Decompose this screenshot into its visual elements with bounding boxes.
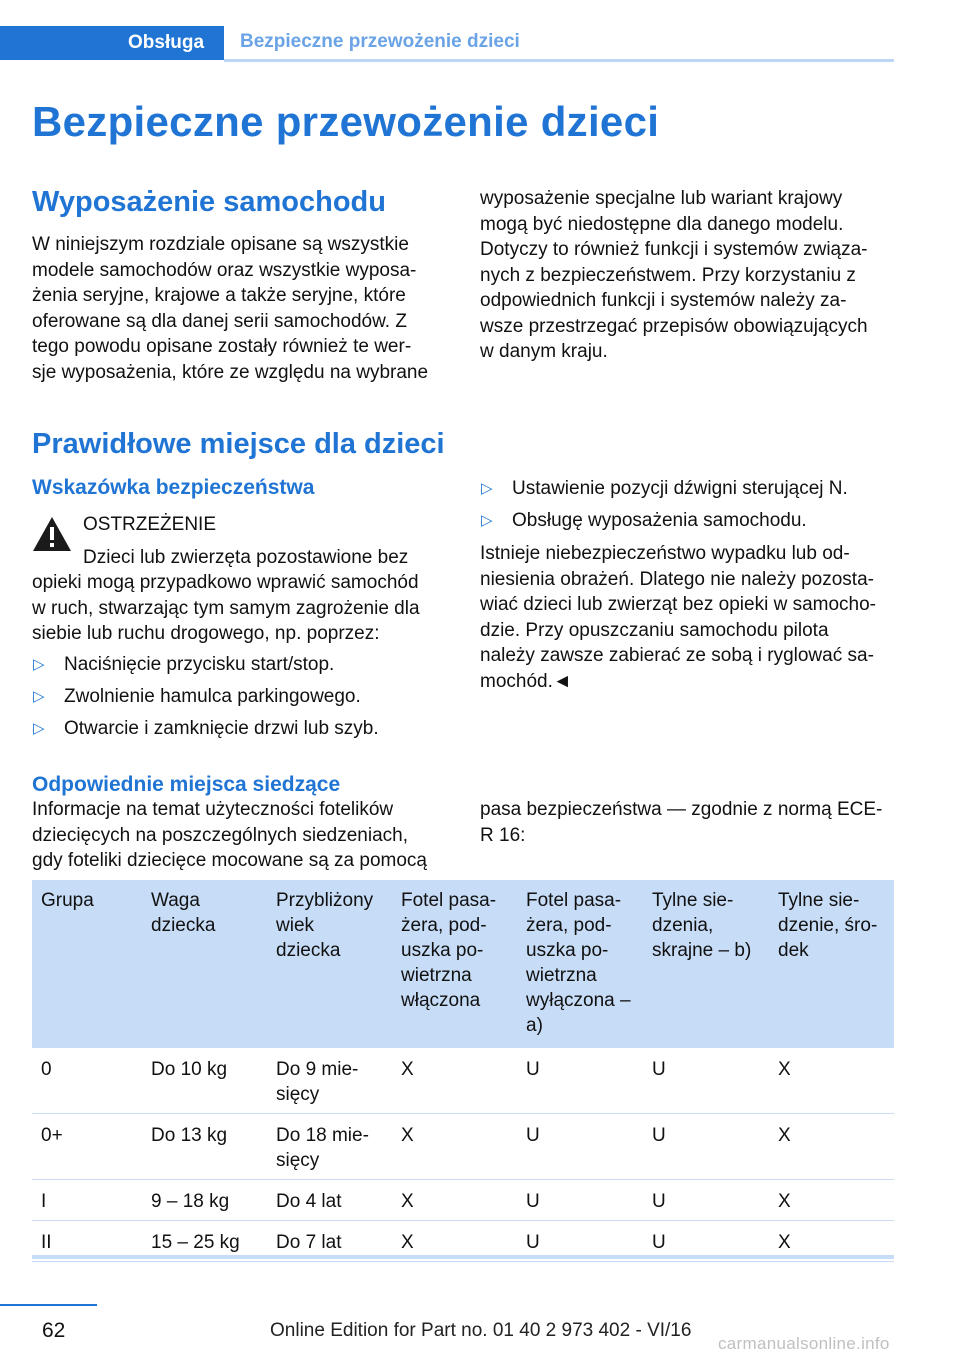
header-divider bbox=[224, 59, 894, 62]
table-cell bbox=[142, 1114, 267, 1180]
warning-first-line: Dzieci lub zwierzęta pozostawione bez bbox=[83, 547, 409, 568]
table-cell-text: Do 13 kg bbox=[151, 1125, 228, 1146]
text-line: Informacje na temat użyteczności fotelików bbox=[32, 799, 394, 820]
list-item-text: Naciśnięcie przycisku start/stop. bbox=[64, 654, 335, 675]
footer-edition: Online Edition for Part no. 01 40 2 973 402 - VI/16 bbox=[270, 1320, 692, 1341]
list-item-text: Otwarcie i zamknięcie drzwi lub szyb. bbox=[64, 718, 379, 739]
table-cell-text: I bbox=[41, 1191, 47, 1212]
bullet-triangle-icon: ▷ bbox=[481, 512, 493, 529]
table-cell-text: X bbox=[401, 1125, 414, 1146]
table-cell bbox=[643, 1180, 769, 1221]
text-line: mochód.◄ bbox=[480, 670, 572, 692]
table-cell-text: II bbox=[41, 1232, 52, 1253]
warning-triangle-icon bbox=[32, 516, 72, 552]
text-line: w danym kraju. bbox=[480, 341, 608, 362]
text-line: gdy foteliki dziecięce mocowane są za pomocą bbox=[32, 850, 427, 871]
equipment-heading: Wyposażenie samochodu bbox=[32, 186, 386, 218]
table-cell bbox=[32, 1180, 142, 1221]
table-header-text: żera, pod‐ bbox=[526, 915, 612, 936]
table-cell bbox=[392, 1048, 517, 1114]
table-header-text: a) bbox=[526, 1015, 543, 1036]
table-cell-text: 0+ bbox=[41, 1125, 63, 1146]
table-body bbox=[32, 1048, 894, 1262]
table-cell-text: sięcy bbox=[276, 1084, 320, 1105]
table-cell-text: U bbox=[526, 1059, 540, 1080]
list-item bbox=[480, 477, 848, 509]
list-item-text: Ustawienie pozycji dźwigni sterującej N. bbox=[512, 478, 848, 499]
table-header-text: Waga bbox=[151, 890, 200, 911]
list-item bbox=[32, 685, 379, 717]
text-line: oferowane są dla danej serii samochodów. Z bbox=[32, 310, 407, 332]
text-line: Dotyczy to również funkcji i systemów związa‐ bbox=[480, 239, 868, 260]
seating-heading: Odpowiednie miejsca siedzące bbox=[32, 773, 341, 796]
text-line: dzie. Przy opuszczaniu samochodu pilota bbox=[480, 619, 829, 641]
list-item bbox=[32, 653, 379, 685]
table-header-text: dziecka bbox=[276, 940, 341, 961]
list-item-text: Zwolnienie hamulca parkingowego. bbox=[64, 686, 361, 707]
table-cell bbox=[267, 1114, 392, 1180]
text-line: wiać dzieci lub zwierząt bez opieki w samocho‐ bbox=[480, 594, 876, 615]
header-section-title: Bezpieczne przewożenie dzieci bbox=[240, 31, 520, 52]
table-cell-text: X bbox=[401, 1232, 414, 1253]
warning-label: OSTRZEŻENIE bbox=[83, 514, 217, 535]
table-cell-text: Do 18 mie‐ bbox=[276, 1125, 369, 1146]
table-header-text: wietrzna bbox=[401, 965, 472, 986]
table-row bbox=[32, 1048, 894, 1114]
table-cell-text: U bbox=[652, 1232, 666, 1253]
text-line: pasa bezpieczeństwa — zgodnie z normą ECE- bbox=[480, 799, 883, 820]
equipment-right-text bbox=[480, 186, 900, 365]
table-cell bbox=[517, 1180, 643, 1221]
table-cell bbox=[267, 1048, 392, 1114]
table-cell-text: Do 4 lat bbox=[276, 1191, 342, 1212]
page-title: Bezpieczne przewożenie dzieci bbox=[32, 98, 660, 145]
table-cell-text: Do 7 lat bbox=[276, 1232, 342, 1253]
table-header-text: dzenie, śro‐ bbox=[778, 915, 878, 936]
text-line: wsze przestrzegać przepisów obowiązujących bbox=[480, 315, 868, 337]
table-cell bbox=[769, 1180, 894, 1221]
header-tab-label: Obsługa bbox=[128, 32, 205, 53]
header-tab bbox=[0, 26, 224, 60]
table-cell-text: Do 9 mie‐ bbox=[276, 1059, 359, 1080]
warning-right-text bbox=[480, 541, 900, 694]
text-line: niesienia obrażeń. Dlatego nie należy pozosta‐ bbox=[480, 568, 874, 590]
table-cell bbox=[643, 1048, 769, 1114]
seating-left-text bbox=[32, 797, 462, 874]
warning-text bbox=[32, 570, 462, 647]
table-header-cell bbox=[769, 880, 894, 1048]
bullet-triangle-icon: ▷ bbox=[33, 720, 45, 737]
table-header-text: żera, pod‐ bbox=[401, 915, 487, 936]
table-cell-text: U bbox=[526, 1191, 540, 1212]
table-cell bbox=[142, 1048, 267, 1114]
table-header-text: uszka po‐ bbox=[526, 940, 609, 961]
text-line: nych z bezpieczeństwem. Przy korzystaniu z bbox=[480, 264, 856, 286]
equipment-left-text bbox=[32, 232, 457, 385]
list-item bbox=[32, 717, 379, 749]
table-cell-text: 15 – 25 kg bbox=[151, 1232, 240, 1253]
table-cell-text: Do 10 kg bbox=[151, 1059, 228, 1080]
text-line: R 16: bbox=[480, 824, 526, 846]
table-header-row bbox=[32, 880, 894, 1048]
list-item bbox=[480, 509, 848, 541]
text-line: siebie lub ruchu drogowego, np. poprzez: bbox=[32, 623, 380, 644]
text-line: dziecięcych na poszczególnych siedzeniach, bbox=[32, 824, 408, 846]
table-cell-text: U bbox=[652, 1059, 666, 1080]
text-line: W niniejszym rozdziale opisane są wszystkie bbox=[32, 234, 409, 255]
warning-bullets-left bbox=[32, 653, 379, 749]
table-header-text: dziecka bbox=[151, 915, 216, 936]
text-line: w ruch, stwarzając tym samym zagrożenie dla bbox=[32, 597, 420, 619]
footer-accent-line bbox=[0, 1304, 97, 1306]
table-bottom-border bbox=[32, 1255, 894, 1259]
table-cell-text: X bbox=[778, 1232, 791, 1253]
table-row bbox=[32, 1180, 894, 1221]
table-cell bbox=[32, 1048, 142, 1114]
table-header-text: wietrzna bbox=[526, 965, 597, 986]
table-header-cell bbox=[142, 880, 267, 1048]
table-cell bbox=[769, 1048, 894, 1114]
table-header-cell bbox=[643, 880, 769, 1048]
table-header-text: wyłączona – bbox=[526, 990, 631, 1011]
bullet-triangle-icon: ▷ bbox=[33, 688, 45, 705]
text-line: opieki mogą przypadkowo wprawić samochód bbox=[32, 572, 419, 593]
table-header-text: włączona bbox=[401, 990, 481, 1011]
table-cell bbox=[267, 1180, 392, 1221]
watermark: carmanualsonline.info bbox=[718, 1334, 890, 1353]
table-cell-text: U bbox=[652, 1125, 666, 1146]
table-cell bbox=[142, 1180, 267, 1221]
table-cell-text: X bbox=[401, 1191, 414, 1212]
table-cell bbox=[392, 1180, 517, 1221]
text-line: należy zawsze zabierać ze sobą i ryglować sa‐ bbox=[480, 645, 874, 666]
table-header-text: Fotel pasa‐ bbox=[401, 890, 497, 911]
table-cell bbox=[392, 1114, 517, 1180]
table-cell bbox=[517, 1048, 643, 1114]
text-line: mogą być niedostępne dla danego modelu. bbox=[480, 213, 844, 235]
table-row bbox=[32, 1114, 894, 1180]
bullet-triangle-icon: ▷ bbox=[481, 480, 493, 497]
seating-right-text bbox=[480, 797, 900, 848]
table-header-text: dek bbox=[778, 940, 809, 961]
table-cell bbox=[643, 1114, 769, 1180]
table-cell-text: U bbox=[526, 1125, 540, 1146]
table-header-cell bbox=[392, 880, 517, 1048]
page-number: 62 bbox=[42, 1319, 66, 1342]
table-header-text: dzenia, bbox=[652, 915, 714, 936]
table-header-text: wiek bbox=[276, 915, 315, 936]
table-cell-text: U bbox=[652, 1191, 666, 1212]
table-cell-text: sięcy bbox=[276, 1150, 320, 1171]
text-line: odpowiednich funkcji i systemów należy za‐ bbox=[480, 290, 847, 311]
table-header-text: Grupa bbox=[41, 890, 94, 911]
text-line: wyposażenie specjalne lub wariant krajowy bbox=[480, 188, 843, 209]
table-cell-text: U bbox=[526, 1232, 540, 1253]
table-cell-text: X bbox=[778, 1191, 791, 1212]
table-header-text: Tylne sie‐ bbox=[778, 890, 860, 911]
table-header-text: Tylne sie‐ bbox=[652, 890, 734, 911]
safety-heading: Wskazówka bezpieczeństwa bbox=[32, 476, 315, 499]
table-header-text: skrajne – b) bbox=[652, 940, 752, 961]
table-cell bbox=[517, 1114, 643, 1180]
table-cell-text: X bbox=[778, 1059, 791, 1080]
table-header-text: Przybliżony bbox=[276, 890, 374, 911]
table-header-text: uszka po‐ bbox=[401, 940, 484, 961]
warning-bullets-right bbox=[480, 477, 848, 541]
table-header-text: Fotel pasa‐ bbox=[526, 890, 622, 911]
text-line: żenia seryjne, krajowe a także seryjne, które bbox=[32, 285, 406, 306]
child-seat-table bbox=[32, 880, 894, 1262]
list-item-text: Obsługę wyposażenia samochodu. bbox=[512, 510, 807, 531]
text-line: Istnieje niebezpieczeństwo wypadku lub od‐ bbox=[480, 543, 850, 564]
table-cell bbox=[769, 1114, 894, 1180]
table-header-cell bbox=[32, 880, 142, 1048]
table-header-cell bbox=[517, 880, 643, 1048]
bullet-triangle-icon: ▷ bbox=[33, 656, 45, 673]
text-line: tego powodu opisane zostały również te wer‐ bbox=[32, 336, 412, 357]
table-header-cell bbox=[267, 880, 392, 1048]
table-cell bbox=[32, 1114, 142, 1180]
text-line: modele samochodów oraz wszystkie wyposa‐ bbox=[32, 259, 417, 281]
table-cell-text: 0 bbox=[41, 1059, 52, 1080]
table-cell-text: X bbox=[778, 1125, 791, 1146]
proper-place-heading: Prawidłowe miejsce dla dzieci bbox=[32, 428, 445, 460]
table-cell-text: X bbox=[401, 1059, 414, 1080]
table-cell-text: 9 – 18 kg bbox=[151, 1191, 230, 1212]
text-line: sje wyposażenia, które ze względu na wybrane bbox=[32, 361, 429, 383]
